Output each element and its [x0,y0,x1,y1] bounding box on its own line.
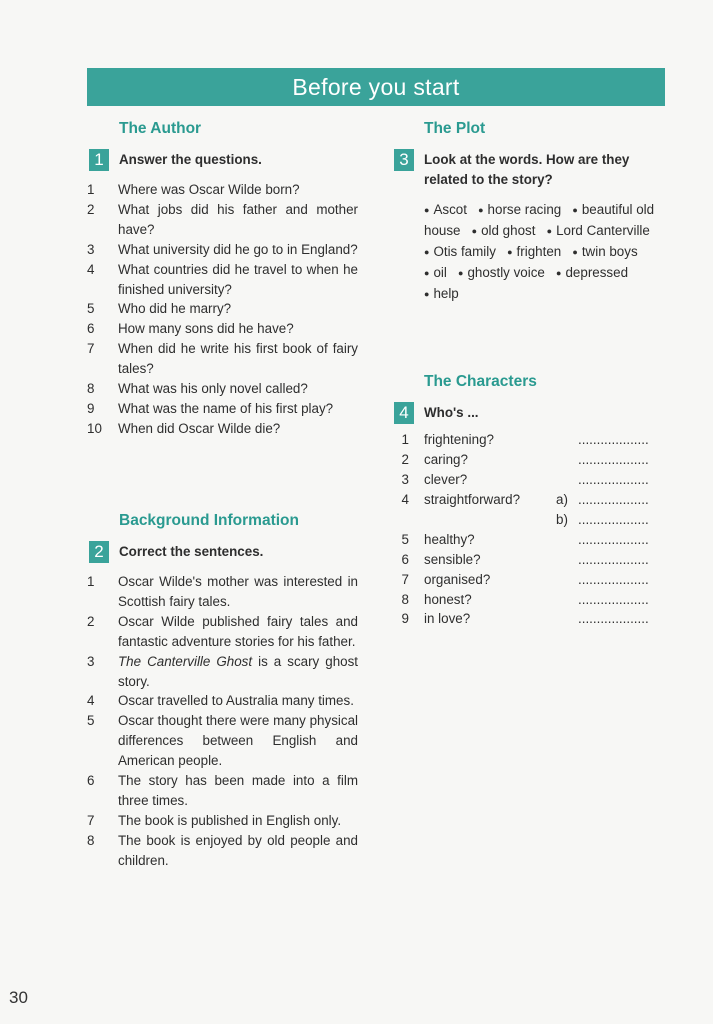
question-number: 2 [87,201,95,217]
character-number: 4 [401,492,409,507]
answer-blank[interactable]: ................... [578,472,649,487]
answer-blank[interactable]: ................... [578,532,649,547]
author-questions [87,180,358,439]
plot-word [507,244,561,259]
question-item [87,399,358,419]
exercise-1-badge: 1 [89,149,109,171]
exercise-2-badge: 2 [89,541,109,563]
sentence-item [87,771,358,811]
character-row [397,552,665,572]
sentence-item [87,691,358,711]
exercise-2-task: Correct the sentences. [119,544,264,559]
answer-blank[interactable]: ................... [578,552,649,567]
character-row [397,432,665,452]
sentence-item [87,572,358,612]
sentence-text: is a scary ghost story. [118,653,359,689]
character-row [397,472,665,492]
background-heading: Background Information [119,512,299,529]
question-item [87,319,358,339]
question-text: What was the name of his first play? [118,400,334,416]
plot-word [478,202,561,217]
page-number: 30 [9,988,28,1007]
answer-blank[interactable]: ................... [578,512,649,527]
character-row [397,512,665,532]
question-text: Where was Oscar Wilde born? [118,182,300,197]
plot-word-text: twin boys [581,243,638,259]
character-question: healthy? [424,532,475,547]
exercise-4-task: Who's ... [424,405,479,420]
character-row [397,532,665,552]
question-number: 8 [87,381,95,397]
question-number: 3 [87,241,95,257]
sentence-number: 3 [87,653,95,669]
plot-word-text: frighten [516,243,562,259]
plot-heading: The Plot [424,120,486,137]
plot-word [458,265,545,280]
plot-word [424,265,447,280]
sentence-item [87,652,358,692]
question-item [87,419,358,439]
sentence-text: Oscar thought there were many physical differences between English and American people. [118,713,358,769]
plot-word [556,265,628,280]
sentence-item [87,811,358,831]
sentence-number: 2 [87,613,95,629]
character-row [397,592,665,612]
plot-word [572,244,637,259]
question-number: 4 [87,261,95,277]
sentence-number: 8 [87,832,95,848]
characters-heading: The Characters [424,373,537,390]
sentence-text: Oscar Wilde published fairy tales and fantastic adventure stories for his father. [118,613,358,649]
plot-word [424,202,467,217]
answer-blank[interactable]: ................... [578,432,649,447]
character-question: clever? [424,472,468,487]
answer-blank[interactable]: ................... [578,572,649,587]
plot-word [424,244,496,259]
book-title: The Canterville Ghost [118,653,253,669]
character-question: sensible? [424,552,481,567]
bullet-icon: ● [458,267,464,278]
sentence-text: The story has been made into a film three times. [118,773,358,808]
plot-word-text: old ghost [481,222,536,238]
bullet-icon: ● [546,225,553,236]
character-question: in love? [424,611,471,626]
bullet-icon: ● [424,288,430,299]
question-item [87,339,358,379]
character-number: 9 [401,611,409,626]
bullet-icon: ● [572,246,578,257]
sentence-text: The book is enjoyed by old people and children. [118,832,358,868]
character-question: frightening? [424,432,494,447]
bullet-icon: ● [507,246,513,257]
sentence-number: 7 [87,812,95,828]
question-text: How many sons did he have? [118,321,294,337]
bullet-icon: ● [424,205,430,215]
character-number: 1 [401,432,409,447]
exercise-1-task: Answer the questions. [119,152,262,167]
character-question: straightforward? [424,492,521,507]
background-sentences [87,572,358,871]
exercise-4-badge: 4 [394,402,414,424]
question-number: 1 [87,182,95,197]
character-row [397,611,665,631]
answer-option-label: a) [556,492,568,507]
answer-blank[interactable]: ................... [578,452,649,467]
plot-word [424,286,459,301]
plot-word-text: help [433,285,459,301]
banner-title: Before you start [292,74,460,100]
plot-word [547,223,650,238]
question-item [87,260,358,300]
character-row [397,492,665,512]
bullet-icon: ● [572,205,578,215]
sentence-item [87,711,358,771]
sentence-text: Oscar travelled to Australia many times. [118,693,354,709]
answer-option-label: b) [556,512,568,527]
character-question: honest? [424,592,472,607]
question-item [87,240,358,260]
plot-word-text: beautiful old house [424,202,655,238]
exercise-3-badge: 3 [394,149,414,171]
question-number: 9 [87,400,95,416]
question-number: 7 [87,341,95,357]
question-number: 6 [87,321,95,337]
question-text: What countries did he travel to when he finished university? [118,261,358,297]
question-text: When did he write his first book of fairy tales? [118,341,358,377]
question-text: Who did he marry? [118,301,232,317]
question-number: 10 [87,420,102,436]
plot-word-text: Ascot [433,202,467,217]
character-row [397,452,665,472]
character-question: organised? [424,572,491,587]
sentence-number: 4 [87,693,95,709]
question-text: What was his only novel called? [118,381,308,397]
character-number: 8 [401,592,409,607]
question-item [87,200,358,240]
question-text: What university did he go to in England? [118,241,358,257]
sentence-number: 5 [87,713,95,729]
answer-blank[interactable]: ................... [578,592,649,607]
plot-word [472,223,536,238]
bullet-icon: ● [556,267,562,278]
answer-blank[interactable]: ................... [578,611,649,626]
question-number: 5 [87,301,95,317]
plot-word-text: ghostly voice [467,264,545,280]
character-row [397,572,665,592]
plot-word-text: horse racing [487,202,562,217]
section-banner [87,68,665,106]
sentence-text: The book is published in English only. [118,812,342,828]
plot-word-text: Otis family [433,243,496,259]
sentence-number: 1 [87,574,95,589]
character-number: 3 [401,472,409,487]
sentence-item [87,831,358,871]
question-text: When did Oscar Wilde die? [118,420,281,436]
plot-word-text: Lord Canterville [556,222,650,238]
sentence-number: 6 [87,773,95,789]
character-number: 2 [401,452,409,467]
sentence-item [87,612,358,652]
question-text: What jobs did his father and mother have? [118,201,358,237]
bullet-icon: ● [424,267,430,278]
plot-word-list [424,200,666,305]
character-number: 6 [401,552,409,567]
character-question: caring? [424,452,468,467]
character-number: 5 [401,532,409,547]
character-number: 7 [401,572,409,587]
question-item [87,180,358,200]
question-item [87,379,358,399]
plot-word-text: depressed [565,264,629,280]
bullet-icon: ● [471,225,478,236]
bullet-icon: ● [478,205,484,215]
answer-blank[interactable]: ................... [578,492,649,507]
sentence-text: Oscar Wilde's mother was interested in Scottish fairy tales. [118,574,358,609]
exercise-3-task: Look at the words. How are they related to the story? [424,152,630,187]
question-item [87,299,358,319]
plot-word-text: oil [433,264,447,280]
author-heading: The Author [119,120,202,137]
bullet-icon: ● [424,246,430,257]
